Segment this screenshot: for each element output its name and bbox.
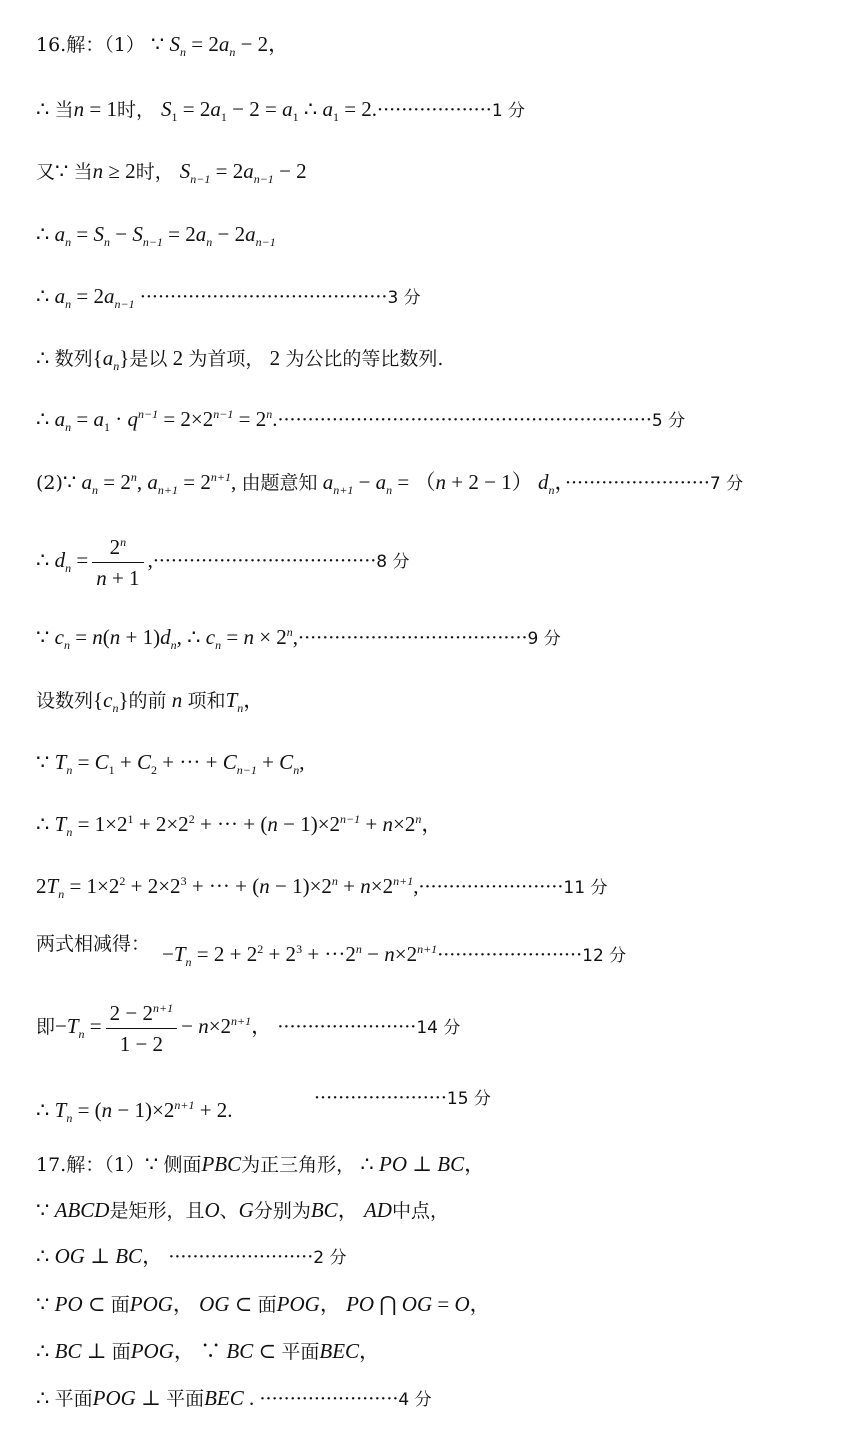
p16-line-4: ∴ $a_n = S_n - S_{n-1} = 2a_n - 2a_{n-1}$ [36,222,276,250]
p16-score-1: 1 分 [491,101,526,121]
p16-l6-text-d: 为公比的等比数列. [285,348,444,370]
p16-line-2: ∴ 当n = 1时， $S_1 = 2a_1 - 2 = a_1$ ∴ $a_1 = 2.\cdot\cdot\cdot\cdot\cdot\cdot\cdot\cdot\cdot\cdot\cdot\cdot\cdot\cdot\cdot\cdot\cdot\cdot\cdot 1$ 分 [36,97,526,125]
p17-header: 17.解：（1） [36,1154,145,1176]
p17-score-4: 4 分 [398,1390,432,1410]
p16-l6-text-c: 为首项， [188,348,265,370]
p16-score-15: 15 分 [446,1089,491,1109]
p17-line-6: ∴ 平面POG ⊥ 平面BEC . ·······················4 分 [36,1386,432,1410]
p16-l15-label: 两式相减得： [36,933,151,955]
p17-line-3: ∴ OG ⊥ BC， ························2 分 [36,1244,347,1268]
p17-l2-text-d: 中点， [391,1200,449,1222]
p17-l2-text-b: 、 [219,1200,239,1222]
p16-l6-text-a: 数列 [54,348,93,370]
p16-fraction-dn: $\frac{2^n}{n + 1}$ [92,532,143,593]
p16-line-7: ∴ $a_n = a_1 \cdot q^{n-1} = 2\times 2^{n-1} = 2^n.\cdot\cdot\cdot\cdot\cdot\cdot\cdot\cdot\cdot\cdot\cdot\cdot\cdot\cdot\cdot\cdot\cdot\cdot\cdot\cdot\cdot\cdot\cdot\cdot\cdot\cdot\cdot\cdot\cdot\cdot\cdot\cdot\cdot\cdot\cdot\cdot\cdot\cdot\cdot\cdot\cdot\cdot\cdot\cdot\cdot\cdot\cdot\cdot\cdot\cdot\cdot\cdot\cdot\cdot\cdot\cdot\cdot\cdot\cdot\cdot\cdot\cdot 5$ 分 [36,407,686,435]
p17-l4-mian-2: 面 [257,1294,277,1316]
p16-line-10: ∵ $c_n = n(n + 1)d_n$, ∴ $c_n = n \times 2^n,\cdot\cdot\cdot\cdot\cdot\cdot\cdot\cdot\cdot\cdot\cdot\cdot\cdot\cdot\cdot\cdot\cdot\cdot\cdot\cdot\cdot\cdot\cdot\cdot\cdot\cdot\cdot\cdot\cdot\cdot\cdot\cdot\cdot\cdot\cdot\cdot\cdot\cdot 9$ 分 [36,625,561,653]
p16-l3-text: 当 [73,161,93,183]
p17-l6-pingmian-2: 平面 [166,1388,205,1410]
p16-score-7: 7 分 [709,474,744,494]
p16-l6-text-b: 是以 [129,348,168,370]
p16-line-3: 又∵ 当n ≥ 2时， $S_{n-1} = 2a_{n-1} - 2$ [36,159,307,187]
p17-l5-mian: 面 [111,1341,131,1363]
p16-l2-text-a: 当 [54,99,74,121]
p17-l1-text-b: 为正三角形， [241,1154,356,1176]
p16-l11-text-a: 设数列 [36,690,94,712]
p17-l4-mian-1: 面 [110,1294,130,1316]
p16-line-11: 设数列$\{c_n\}$的前 n 项和$T_n$， [36,688,265,716]
p16-line-5: ∴ $a_n = 2a_{n-1} \cdot\cdot\cdot\cdot\cdot\cdot\cdot\cdot\cdot\cdot\cdot\cdot\cdot\cdot\cdot\cdot\cdot\cdot\cdot\cdot\cdot\cdot\cdot\cdot\cdot\cdot\cdot\cdot\cdot\cdot\cdot\cdot\cdot\cdot\cdot\cdot\cdot\cdot\cdot\cdot\cdot 3$ 分 [36,284,421,312]
p16-line-8: (2)∵ $a_n = 2^n$, $a_{n+1} = 2^{n+1}$, 由题意知 $a_{n+1} - a_n = (n + 2 - 1)$ $d_n$，························7 分 [36,470,744,498]
p16-score-11: 11 分 [563,878,608,898]
p16-l3-text-b: 时， [135,161,174,183]
p16-formula-1: ∵ $S_n = 2a_n - 2$， [150,32,290,60]
p16-line-1 [36,30,289,59]
p16-l11-text-b: 的前 [128,690,167,712]
p16-line-17: ∴ $T_n = (n - 1)\times 2^{n+1} + 2$. [36,1098,233,1126]
p16-line-13: ∴ $T_n = 1\times 2^1 + 2\times 2^2$ + ··· + $(n - 1)\times 2^{n-1} + n\times 2^n$， [36,812,443,840]
p17-l5-pingmian: 平面 [281,1341,320,1363]
p16-score-5: 5 分 [651,411,686,431]
p17-line-1: 17.解：（1）∵ 侧面PBC为正三角形， ∴ PO ⊥ BC， [36,1152,486,1176]
p16-header: 16.解：（1） [36,34,145,56]
p16-l8-prefix: (2) [36,472,63,494]
p16-line-15 [36,930,150,958]
p16-score-14: 14 分 [416,1018,461,1038]
p17-score-2: 2 分 [313,1248,347,1268]
p16-score-8: 8 分 [376,552,410,572]
p16-score-3: 3 分 [387,288,421,308]
p16-line-6: ∴ 数列$\{a_n\}$是以 2 为首项， 2 为公比的等比数列. [36,346,444,374]
p17-l1-text: 侧面 [163,1154,202,1176]
p17-line-5: ∴ BC ⊥ 面POG， ∵ BC ⊂ 平面BEC， [36,1339,381,1363]
p16-line-15-formula: $-T_n = 2 + 2^2 + 2^3 + \cdot\cdot\cdot 2^n - n\times 2^{n+1}\cdot\cdot\cdot\cdot\cdot\cdot\cdot\cdot\cdot\cdot\cdot\cdot\cdot\cdot\cdot\cdot\cdot\cdot\cdot\cdot\cdot\cdot\cdot\cdot 12$ 分 [162,942,627,970]
p16-fraction-tn: $\frac{2 - 2^{n+1}}{1 - 2}$ [106,998,177,1059]
p16-score-12: 12 分 [582,946,627,966]
p17-l6-pingmian-1: 平面 [54,1388,93,1410]
p16-l3-prefix: 又 [36,161,56,183]
p16-l16-label: 即 [36,1016,56,1038]
p16-l8-text: 由题意知 [241,472,318,494]
p16-line-14: $2T_n = 1\times 2^2 + 2\times 2^3$ + ··· + $(n - 1)\times 2^n + n\times 2^{n+1},\cdot\cdot\cdot\cdot\cdot\cdot\cdot\cdot\cdot\cdot\cdot\cdot\cdot\cdot\cdot\cdot\cdot\cdot\cdot\cdot\cdot\cdot\cdot\cdot 11$ 分 [36,874,608,902]
p16-score-9: 9 分 [527,629,561,649]
p16-line-12: ∵ $T_n = C_1 + C_2$ + ··· + $C_{n-1} + C_n$, [36,750,305,778]
p17-l2-text-a: 是矩形，且 [109,1200,205,1222]
p17-line-4: ∵ PO ⊂ 面POG， OG ⊂ 面POG， PO ⋂ OG = O， [36,1292,491,1316]
p16-l2-text-b: 时， [116,99,155,121]
p17-l2-text-c: 分别为 [253,1200,311,1222]
p17-line-2: ∵ ABCD是矩形，且O、G分别为BC， AD中点， [36,1198,449,1222]
p16-l11-text-c: 项和 [187,690,226,712]
p16-line-9: ∴ $d_n$ = $\frac{2^n}{n + 1}$ ,·····································8 分 [36,530,410,593]
p16-line-16: 即$-T_n$ = $\frac{2 - 2^{n+1}}{1 - 2}$ − $n\times 2^{n+1}$， ·······················14 分 [36,996,460,1059]
p16-line-17-score: ······················15 分 [314,1087,491,1109]
